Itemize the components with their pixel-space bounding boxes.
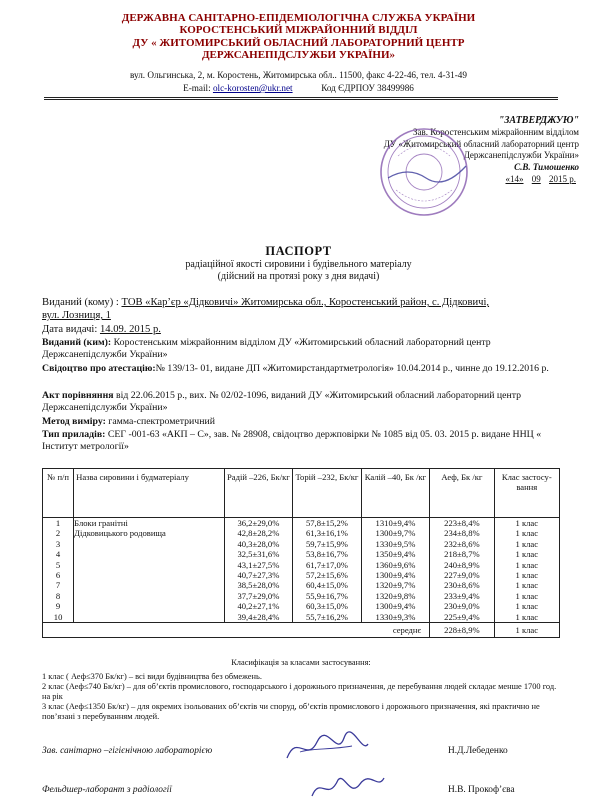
header-line-3: ДУ « ЖИТОМИРСЬКИЙ ОБЛАСНИЙ ЛАБОРАТОРНИЙ ЦЕНТР — [132, 36, 465, 49]
issued-to-field-line2 — [42, 309, 560, 322]
table-cell-value: 1320±9,7% — [375, 580, 416, 591]
table-cell-value: 10 — [53, 611, 63, 622]
table-cell-value: 1 клас — [515, 528, 539, 539]
issued-by-value: Коростенським міжрайонним відділом ДУ «Житомирський обласний лабораторний центр Держсанепідслужби України» — [42, 337, 491, 361]
table-cell-value: 4 — [55, 549, 61, 560]
device-field — [42, 429, 560, 453]
issue-date-field — [42, 323, 560, 336]
average-label: середнє — [43, 623, 430, 638]
table-cell-value: 40,3±28,0% — [237, 538, 280, 549]
table-cell-value: 1 клас — [515, 538, 539, 549]
table-cell-value: 1360±9,6% — [375, 559, 416, 570]
signature-1-icon — [282, 728, 372, 768]
classification-class-1: 1 клас ( Аеф≤370 Бк/кг) – всі види будівництва без обмежень. — [42, 671, 262, 681]
table-cell-value: 60,4±15,0% — [305, 580, 348, 591]
issued-to-value-2: вул. Лозниця, 1 — [42, 310, 111, 321]
potassium-cell — [361, 518, 430, 623]
table-cell-value: 1 клас — [515, 559, 539, 570]
table-cell-value: 233±9,4% — [444, 590, 480, 601]
method-value: гамма-спектрометричний — [105, 416, 215, 427]
col-header-potassium: Калій –40, Бк /кг — [361, 469, 430, 518]
table-cell-value: 57,8±15,2% — [305, 518, 348, 528]
table-cell-value: 57,2±15,6% — [305, 570, 348, 581]
classification-class-3: 3 клас (Аеф≤1350 Бк/кг) – для окремих ізольованих об’єктів чи споруд, об’єктів промислового і дорожнього призначення, які практично не пов’язані з перебуванням людей. — [42, 701, 540, 721]
material-line-1: Блоки гранітні — [74, 518, 128, 528]
table-cell-value: 1330±9,5% — [375, 538, 416, 549]
table-cell-value: 5 — [55, 559, 61, 570]
col-header-material: Назва сировини і будматеріалу — [74, 469, 225, 518]
number-cell — [43, 518, 74, 623]
header-line-1: ДЕРЖАВНА САНІТАРНО-ЕПІДЕМІОЛОГІЧНА СЛУЖБА УКРАЇНИ — [121, 12, 476, 24]
passport-validity: (дійсний на протязі року з дня видачі) — [217, 271, 380, 282]
table-cell-value: 230±9,0% — [444, 601, 480, 612]
header-divider — [44, 97, 558, 98]
table-cell-value: 1 клас — [515, 580, 539, 591]
col-header-number: № п/п — [43, 469, 74, 518]
issue-date-label: Дата видачі: — [42, 324, 100, 335]
table-cell-value: 1300±9,7% — [375, 528, 416, 539]
passport-title: ПАСПОРТ — [265, 244, 332, 258]
approval-line-1: Зав. Коростенським міжрайонним відділом — [412, 127, 579, 137]
issue-date-value: 14.09. 2015 р. — [99, 324, 161, 335]
method-field — [42, 416, 560, 428]
table-cell-value: 232±8,6% — [444, 538, 480, 549]
table-cell-value: 1320±9,8% — [375, 590, 416, 601]
table-cell-value: 225±9,4% — [444, 611, 480, 622]
table-cell-value: 9 — [55, 601, 61, 612]
average-class: 1 клас — [494, 623, 559, 638]
aef-cell — [430, 518, 494, 623]
table-cell-value: 3 — [55, 538, 61, 549]
table-cell-value: 60,3±15,0% — [305, 601, 348, 612]
header-contact — [0, 83, 597, 93]
signature-name-1: Н.Д.Лебеденко — [448, 746, 508, 756]
table-header-row — [43, 469, 560, 518]
email-label: E-mail: — [183, 83, 213, 93]
material-line-2: Дідковицького родовища — [74, 528, 166, 539]
table-row — [43, 518, 560, 623]
table-cell-value: 1 клас — [515, 570, 539, 581]
table-cell-value: 1 — [55, 518, 61, 528]
table-cell-value: 55,9±16,7% — [305, 590, 348, 601]
table-cell-value: 32,5±31,6% — [237, 549, 280, 560]
table-cell-value: 1 клас — [515, 590, 539, 601]
approval-date-year: 2015 р. — [549, 173, 576, 184]
table-cell-value: 234±8,8% — [444, 528, 480, 539]
table-cell-value: 40,2±27,1% — [237, 601, 280, 612]
issued-to-value: ТОВ «Кар’єр «Дідковичі» Житомирська обл., Коростенський район, с. Дідковичі, — [121, 297, 490, 308]
class-cell — [494, 518, 559, 623]
col-header-aef: Аеф, Бк /кг — [430, 469, 494, 518]
table-cell-value: 1 клас — [515, 518, 539, 528]
classification-class-2: 2 клас (Аеф≤740 Бк/кг) – для об’єктів промислового, господарського і дорожнього призначення, де перебування людей складає менше 1700 год. на рік — [42, 681, 557, 701]
radium-cell — [224, 518, 293, 623]
table-cell-value: 6 — [55, 570, 61, 581]
signature-2-icon — [308, 768, 388, 806]
table-cell-value: 1 клас — [515, 549, 539, 560]
table-cell-value: 230±8,6% — [444, 580, 480, 591]
thorium-cell — [293, 518, 362, 623]
table-cell-value: 39,4±28,4% — [237, 611, 280, 622]
table-cell-value: 38,5±28,0% — [237, 580, 280, 591]
device-value: СЕГ -001-63 «АКП – С», зав. № 28908, свідоцтво держповірки № 1085 від 05. 03. 2015 р. видане ННЦ « Інститут метрології» — [42, 429, 542, 453]
table-cell-value: 1310±9,4% — [375, 518, 416, 528]
table-cell-value: 43,1±27,5% — [237, 559, 280, 570]
approval-date-day: «14» — [505, 173, 524, 184]
comparison-act-value: від 22.06.2015 р., вих. № 02/02-1096, виданий ДУ «Житомирський обласний лабораторний центр Держсанепідслужби України» — [42, 390, 522, 414]
email-link[interactable]: olc-korosten@ukr.net — [212, 83, 293, 93]
approval-date-month: 09 — [531, 173, 541, 184]
table-cell-value: 61,7±17,0% — [305, 559, 348, 570]
table-cell-value: 2 — [55, 528, 61, 539]
table-cell-value: 59,7±15,9% — [305, 538, 348, 549]
table-cell-value: 37,7±29,0% — [237, 590, 280, 601]
table-cell-value: 1350±9,4% — [375, 549, 416, 560]
table-cell-value: 40,7±27,3% — [237, 570, 280, 581]
table-cell-value: 218±8,7% — [444, 549, 480, 560]
table-cell-value: 223±8,4% — [444, 518, 480, 528]
approval-line-3: Держсанепідслужби України» — [463, 150, 579, 161]
signature-role-2: Фельдшер-лаборант з радіології — [42, 785, 172, 795]
col-header-thorium: Торій –232, Бк/кг — [293, 469, 362, 518]
table-cell-value: 1300±9,4% — [375, 570, 416, 581]
classification-title: Класифікація за класами застосування: — [231, 658, 371, 667]
table-cell-value: 7 — [55, 580, 61, 591]
col-header-radium: Радій –226, Бк/кг — [224, 469, 293, 518]
header-address: вул. Ольгинська, 2, м. Коростень, Житомирська обл.. 11500, факс 4-22-46, тел. 4-31-49 — [130, 70, 467, 80]
table-cell-value: 36,2±29,0% — [237, 518, 280, 528]
table-cell-value: 53,8±16,7% — [305, 549, 348, 560]
official-stamp-icon — [378, 126, 470, 218]
average-aef: 228±8,9% — [430, 623, 494, 638]
device-label: Тип приладів: — [42, 429, 106, 440]
table-cell-value: 8 — [55, 590, 61, 601]
issued-by-label: Виданий (ким): — [42, 337, 112, 348]
issued-by-field — [42, 337, 560, 361]
method-label: Метод виміру: — [42, 416, 106, 427]
table-cell-value: 55,7±16,2% — [305, 611, 348, 622]
table-cell-value: 1 клас — [515, 601, 539, 612]
approval-name: С.В. Тимошенко — [514, 162, 579, 173]
table-cell-value: 1 клас — [515, 611, 539, 622]
approval-title: "ЗАТВЕРДЖУЮ" — [498, 115, 579, 126]
classification-block — [42, 658, 560, 721]
table-cell-value: 61,3±16,1% — [305, 528, 348, 539]
signature-name-2: Н.В. Прокоф’єва — [448, 785, 515, 795]
table-cell-value: 240±8,9% — [444, 559, 480, 570]
institution-header — [0, 12, 597, 61]
header-divider-2 — [44, 99, 558, 100]
table-cell-value: 42,8±28,2% — [237, 528, 280, 539]
average-row — [43, 623, 560, 638]
certificate-value: № 139/13- 01, видане ДП «Житомирстандартметрологія» 10.04.2014 р., чинне до 19.12.2016 р. — [155, 363, 549, 374]
measurements-table — [42, 468, 560, 638]
approval-line-2: ДУ «Житомирський обласний лабораторний центр — [383, 138, 579, 149]
certificate-label: Свідоцтво про атестацію: — [42, 363, 156, 374]
comparison-act-label: Акт порівняння — [42, 390, 114, 401]
edrpou-code: Код ЄДРПОУ 38499986 — [321, 83, 414, 93]
certificate-field — [42, 363, 560, 375]
signature-role-1: Зав. санітарно –гігієнічною лабораторією — [42, 746, 213, 756]
col-header-class: Клас застосу- вання — [494, 469, 559, 518]
issued-to-field — [42, 296, 560, 309]
table-cell-value: 227±9,0% — [444, 570, 480, 581]
header-line-2: КОРОСТЕНСЬКИЙ МІЖРАЙОННИЙ ВІДДІЛ — [179, 24, 418, 37]
passport-subtitle: радіаційної якості сировини і будівельного матеріалу — [185, 259, 412, 270]
header-line-4: ДЕРЖСАНЕПІДСЛУЖБИ УКРАЇНИ» — [201, 48, 396, 61]
material-cell — [74, 518, 225, 623]
table-cell-value: 1300±9,4% — [375, 601, 416, 612]
table-cell-value: 1330±9,3% — [375, 611, 416, 622]
comparison-act-field — [42, 390, 560, 414]
issued-to-label: Виданий (кому) : — [42, 297, 122, 308]
